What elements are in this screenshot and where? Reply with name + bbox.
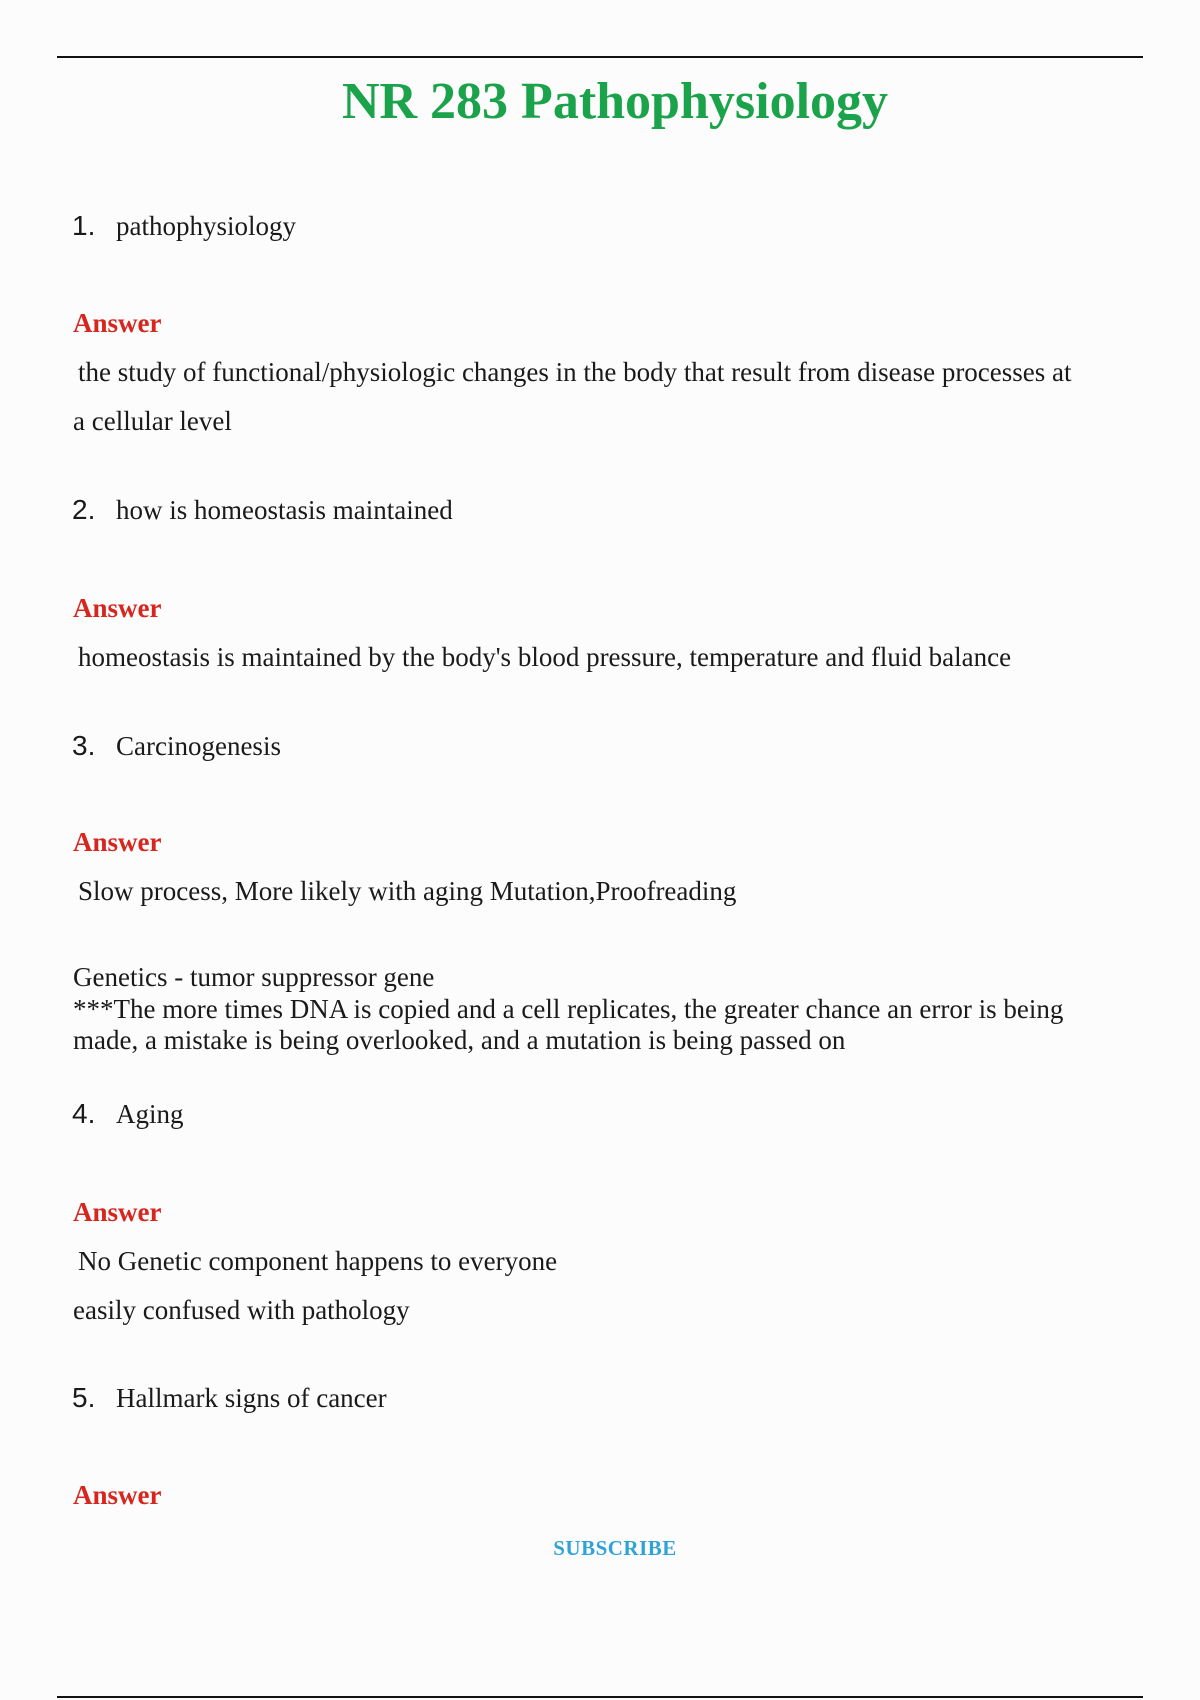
subscribe-link[interactable]: SUBSCRIBE [553, 1536, 677, 1560]
answer-label: Answer [73, 827, 162, 857]
answer-extra-text: ***The more times DNA is copied and a cell replicates, the greater chance an error is being [73, 994, 1064, 1024]
question-5 [72, 1382, 387, 1414]
answer-text: easily confused with pathology [73, 1295, 410, 1325]
question-number: 4. [72, 1098, 96, 1129]
answer-label: Answer [73, 1480, 162, 1510]
question-1 [72, 210, 296, 242]
question-number: 2. [72, 494, 96, 525]
question-number: 3. [72, 730, 96, 761]
answer-label: Answer [73, 308, 162, 338]
question-4 [72, 1098, 184, 1130]
question-text: Carcinogenesis [116, 731, 281, 761]
answer-text: a cellular level [73, 406, 232, 436]
answer-text: No Genetic component happens to everyone [78, 1246, 558, 1276]
question-text: Hallmark signs of cancer [116, 1383, 387, 1413]
question-2 [72, 494, 453, 526]
question-text: how is homeostasis maintained [116, 495, 453, 525]
answer-text: homeostasis is maintained by the body's blood pressure, temperature and fluid balance [78, 642, 1012, 672]
question-number: 1. [72, 210, 96, 241]
answer-text: Slow process, More likely with aging Mutation,Proofreading [78, 876, 737, 906]
answer-label: Answer [73, 593, 162, 623]
question-3 [72, 730, 281, 762]
question-text: pathophysiology [116, 211, 296, 241]
page-title: NR 283 Pathophysiology [341, 73, 889, 130]
question-number: 5. [72, 1382, 96, 1413]
bottom-rule [57, 1696, 1143, 1698]
question-text: Aging [116, 1099, 184, 1129]
top-rule [57, 56, 1143, 58]
answer-extra-text: Genetics - tumor suppressor gene [73, 962, 435, 992]
answer-text: the study of functional/physiologic changes in the body that result from disease processes at [78, 357, 1072, 387]
answer-extra-text: made, a mistake is being overlooked, and a mutation is being passed on [73, 1025, 846, 1055]
answer-label: Answer [73, 1197, 162, 1227]
